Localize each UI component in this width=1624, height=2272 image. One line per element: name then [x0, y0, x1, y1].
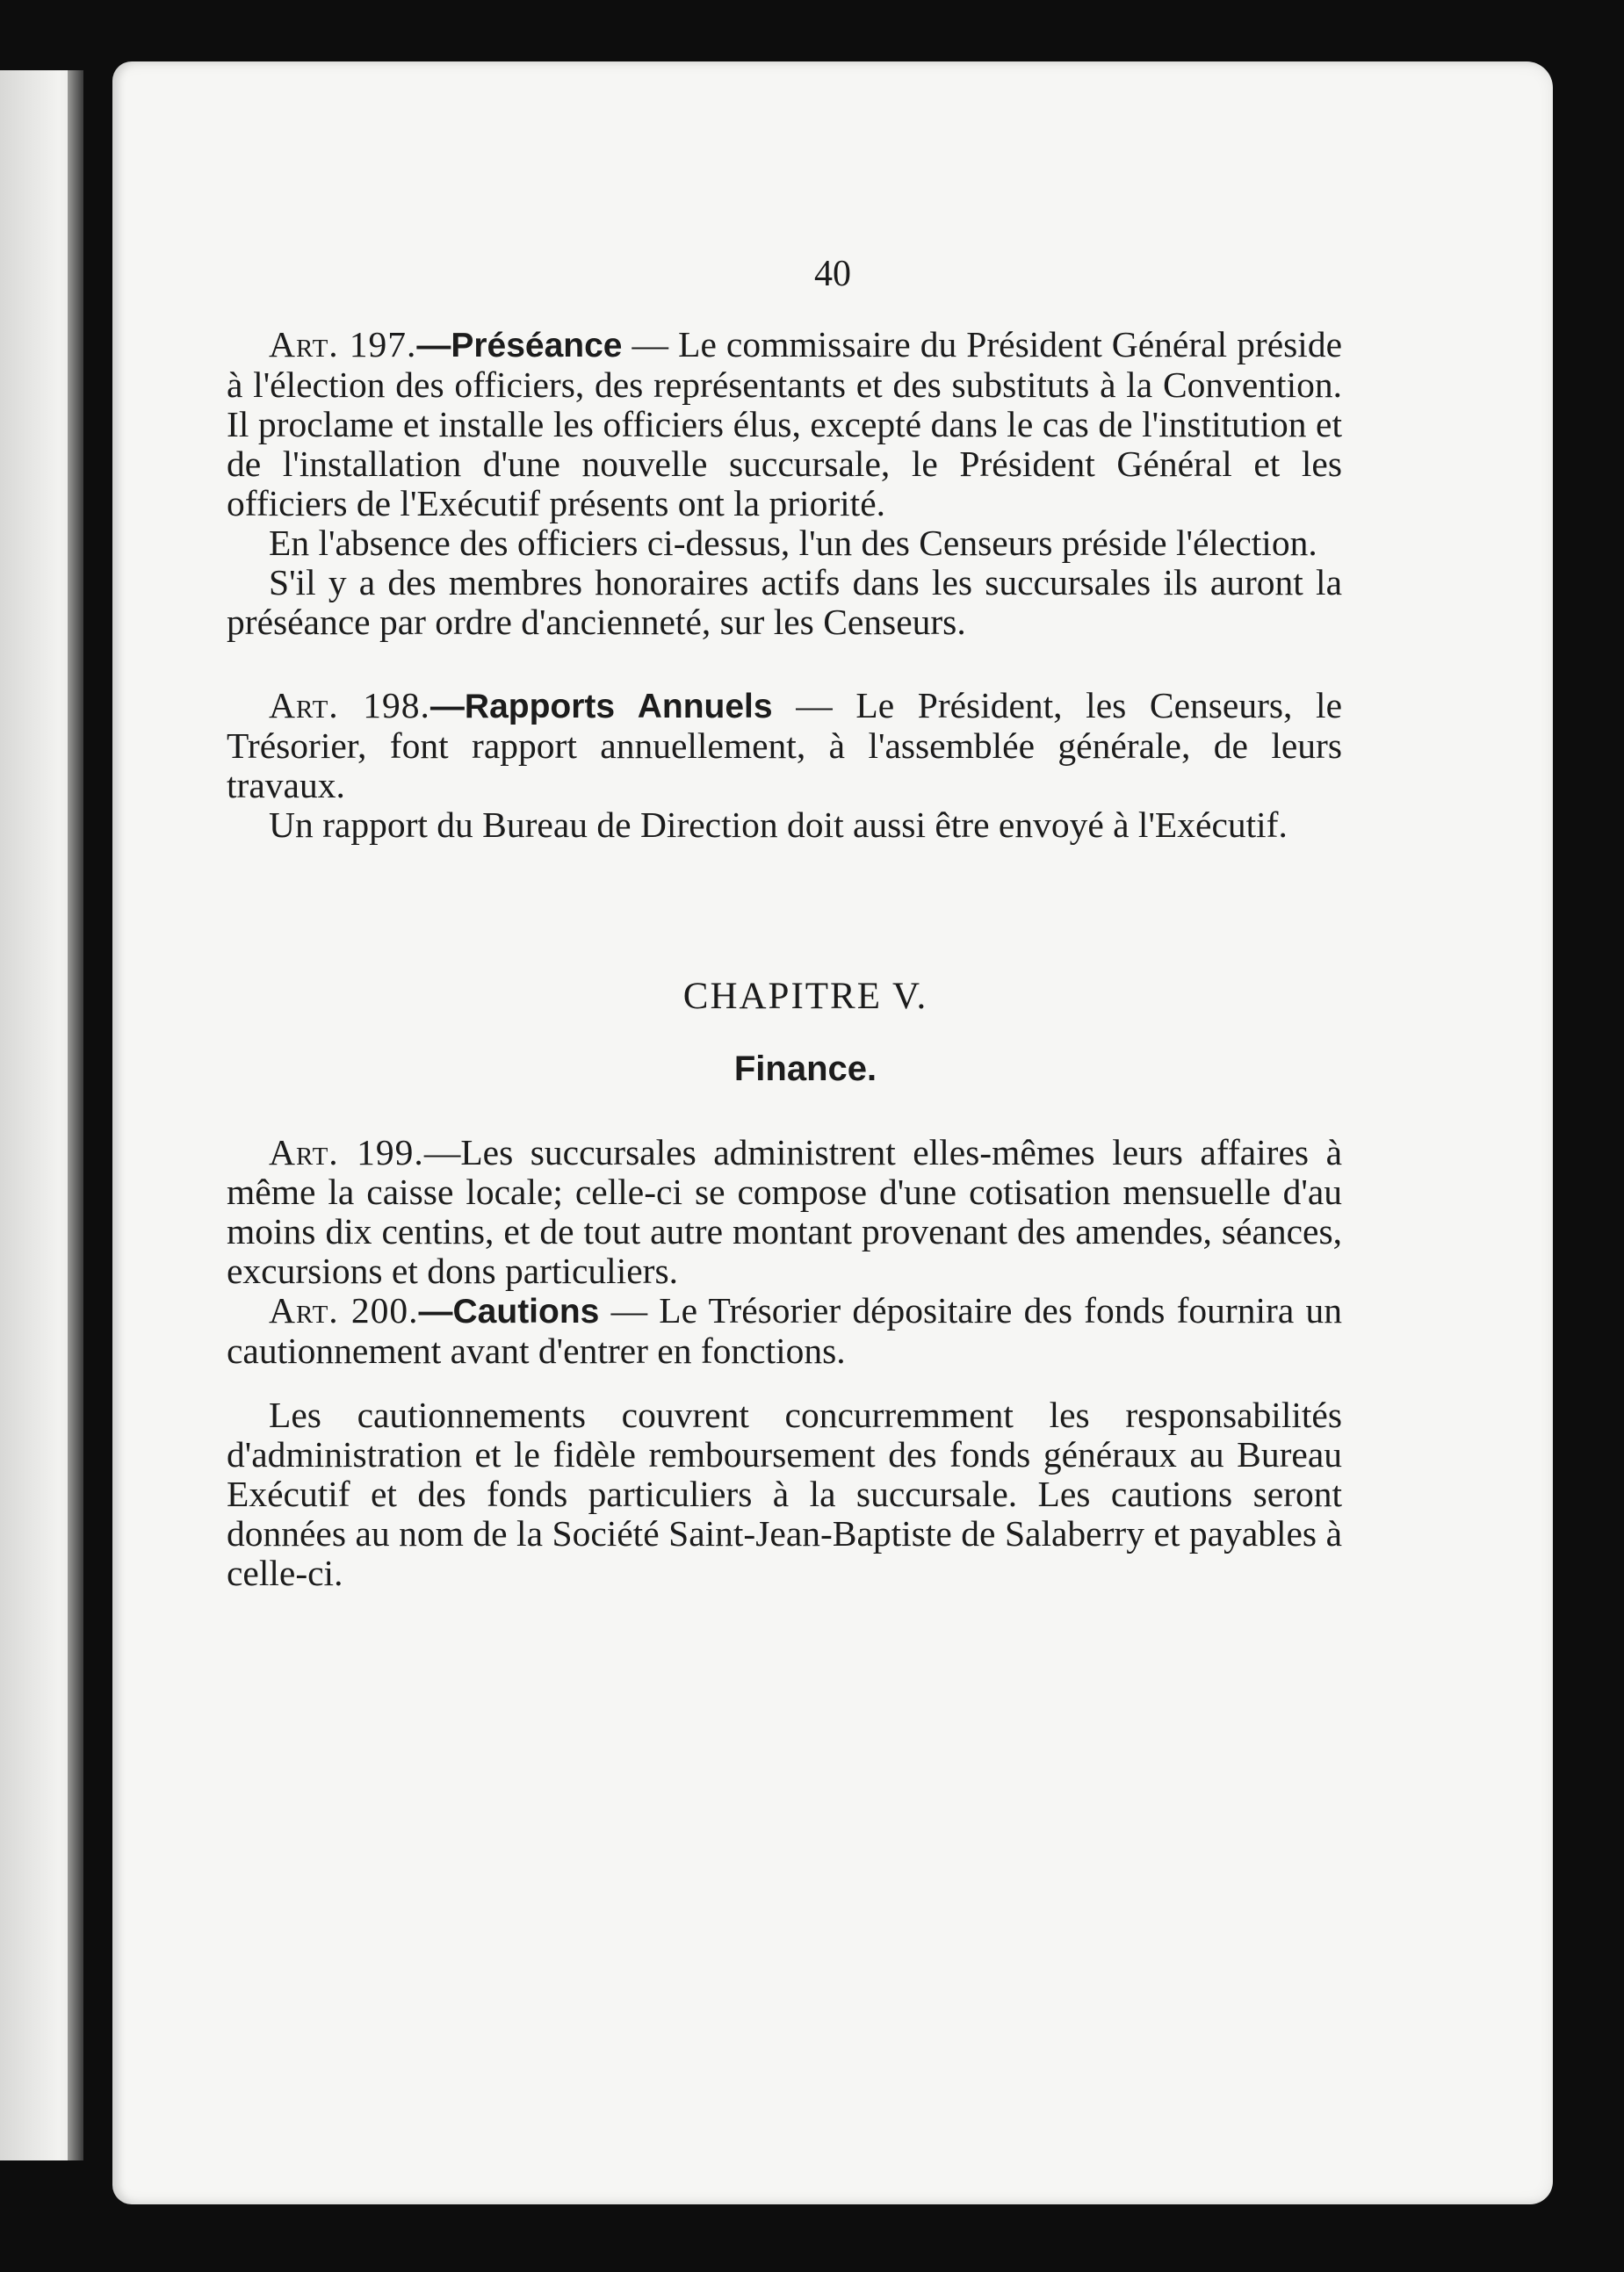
spacer	[227, 1016, 1342, 1049]
article-200-paragraph-2: Les cautionnements couvrent concurremment les responsabilités d'administration et le fidèle remboursement des fonds généraux au Bureau Exécutif et des fonds particuliers à la succursale. Les cautions seront données au nom de la Société Saint-Jean-Baptiste de Salaberry et payables à celle-ci.	[227, 1395, 1342, 1593]
page-content	[227, 325, 1342, 1593]
article-200-title: —Cautions	[418, 1293, 600, 1331]
article-199	[227, 1133, 1342, 1291]
article-198-text: — Le Président, les Censeurs, le Trésorier, font rapport annuellement, à l'assemblée générale, de leurs travaux.	[227, 685, 1342, 805]
article-197	[227, 325, 1342, 523]
article-198-title: —Rapports Annuels	[429, 688, 773, 725]
spacer	[227, 1089, 1342, 1133]
spacer	[227, 642, 1342, 686]
article-198	[227, 686, 1342, 805]
article-200-label: Art. 200.	[269, 1290, 419, 1331]
article-200-text: — Le Trésorier dépositaire des fonds fournira un cautionnement avant d'entrer en fonctions.	[227, 1290, 1342, 1371]
article-197-paragraph-3: S'il y a des membres honoraires actifs dans les succursales ils auront la préséance par ordre d'ancienneté, sur les Censeurs.	[227, 562, 1342, 642]
left-page-edge	[0, 70, 83, 2160]
book-spine	[68, 70, 83, 2160]
chapter-title: Finance.	[733, 1049, 877, 1088]
article-198-paragraph-2: Un rapport du Bureau de Direction doit aussi être envoyé à l'Exécutif.	[269, 804, 1288, 845]
book-page	[112, 61, 1553, 2204]
spacer	[227, 1371, 1342, 1396]
article-199-label: Art. 199.	[269, 1132, 424, 1172]
article-199-text: —Les succursales administrent elles-mêmes leurs affaires à même la caisse locale; celle-ci se compose d'une cotisation mensuelle d'au moins dix centins, et de tout autre montant provenant des amendes, séances, excursions et dons particuliers.	[227, 1132, 1342, 1291]
article-198-label: Art. 198.	[269, 685, 430, 725]
spacer	[227, 845, 1342, 977]
article-197-title: —Préséance	[416, 327, 623, 364]
page-number: 40	[814, 254, 851, 294]
chapter-heading: CHAPITRE V.	[682, 976, 928, 1017]
article-197-label: Art. 197.	[269, 324, 417, 364]
article-197-text: — Le commissaire du Président Général préside à l'élection des officiers, des représentants et des substituts à la Convention. Il proclame et installe les officiers élus, excepté dans le cas de l'institution et de l'installation d'une nouvelle succursale, le Président Général et les officiers de l'Exécutif présents ont la priorité.	[227, 324, 1342, 523]
article-197-paragraph-2: En l'absence des officiers ci-dessus, l'un des Censeurs préside l'élection.	[269, 523, 1317, 563]
article-200	[227, 1291, 1342, 1371]
